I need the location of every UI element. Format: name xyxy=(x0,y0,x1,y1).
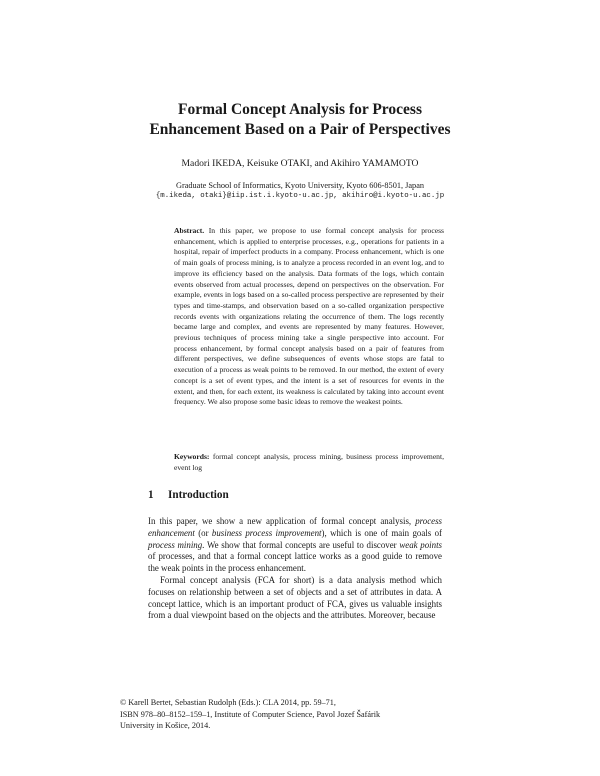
paper-title xyxy=(0,100,600,140)
authors: Madori IKEDA, Keisuke OTAKI, and Akihiro YAMAMOTO xyxy=(181,158,419,169)
p1-text-4: . We show that formal concepts are useful to discover xyxy=(202,539,400,550)
intro-paragraph-1 xyxy=(148,516,442,575)
p1-text-2: (or xyxy=(194,527,212,538)
title-line-1: Formal Concept Analysis for Process xyxy=(178,101,422,118)
copyright-footer xyxy=(120,697,440,732)
emails: {m.ikeda, otaki}@iip.ist.i.kyoto-u.ac.jp, akihiro@i.kyoto-u.ac.jp xyxy=(155,192,445,200)
p1-italic-3: process mining xyxy=(148,539,203,550)
footer-line-2: ISBN 978–80–8152–159–1, Institute of Computer Science, Pavol Jozef Šafárik xyxy=(120,709,381,719)
section-title: Introduction xyxy=(168,489,229,501)
title-line-2: Enhancement Based on a Pair of Perspectives xyxy=(149,121,451,138)
footer-line-3: University in Košice, 2014. xyxy=(120,721,211,730)
footer-line-1: © Karell Bertet, Sebastian Rudolph (Eds.): CLA 2014, pp. 59–71, xyxy=(120,698,336,707)
institution: Graduate School of Informatics, Kyoto University, Kyoto 606-8501, Japan xyxy=(175,181,425,190)
section-number: 1 xyxy=(148,489,154,501)
p1-text-5: of processes, and that a formal concept lattice works as a good guide to remove the weak points in the process enhancement. xyxy=(148,551,442,574)
p1-italic-2: business process improvement xyxy=(211,527,322,538)
p1-italic-1: process enhancement xyxy=(148,516,442,538)
abstract xyxy=(174,226,444,408)
keywords xyxy=(174,452,444,473)
keywords-text: formal concept analysis, process mining, business process improvement, event log xyxy=(174,452,444,472)
p1-text-1: In this paper, we show a new application of formal concept analysis, xyxy=(148,516,416,526)
keywords-label: Keywords: xyxy=(174,452,210,461)
abstract-text: In this paper, we propose to use formal concept analysis for process enhancement, which is applied to enterprise processes, e.g., operations for patients in a hospital, repair of imperfect products in a company. Process enhancement, which is one of main goals of process mining, is to analyze a process recorded in an event log, and to improve its efficiency based on the analysis. Data formats of the logs, which contain events observed from actual processes, depend on perspectives on the observation. For example, events in logs based on a so-called process perspective are represented by their types and time-stamps, and observation based on a so-called organization perspective records events with organizations relating the occurrence of them. The logs recently became large and complex, and events are represented by many features. However, previous techniques of process mining take a single perspective into account. For process enhancement, by formal concept analysis based on a pair of features from different perspectives, we define subsequences of events whose stops are fatal to execution of a process as weak points to be removed. In our method, the extent of every concept is a set of event types, and the intent is a set of resources for events in the extent, and then, for each extent, its weakness is calculated by taking into account event frequency. We also propose some basic ideas to remove the weakest points. xyxy=(174,226,444,407)
p1-text-3: ), which is one of main goals of xyxy=(321,527,442,538)
affiliation xyxy=(0,180,600,202)
section-heading xyxy=(148,489,229,501)
p1-italic-4: weak points xyxy=(399,539,443,550)
intro-paragraph-2: Formal concept analysis (FCA for short) is a data analysis method which focuses on relationship between a set of objects and a set of attributes in data. A concept lattice, which is an important product of FCA, gives us valuable insights from a dual viewpoint based on the objects and the attributes. Moreover, because xyxy=(148,575,442,621)
abstract-label: Abstract. xyxy=(174,226,205,235)
